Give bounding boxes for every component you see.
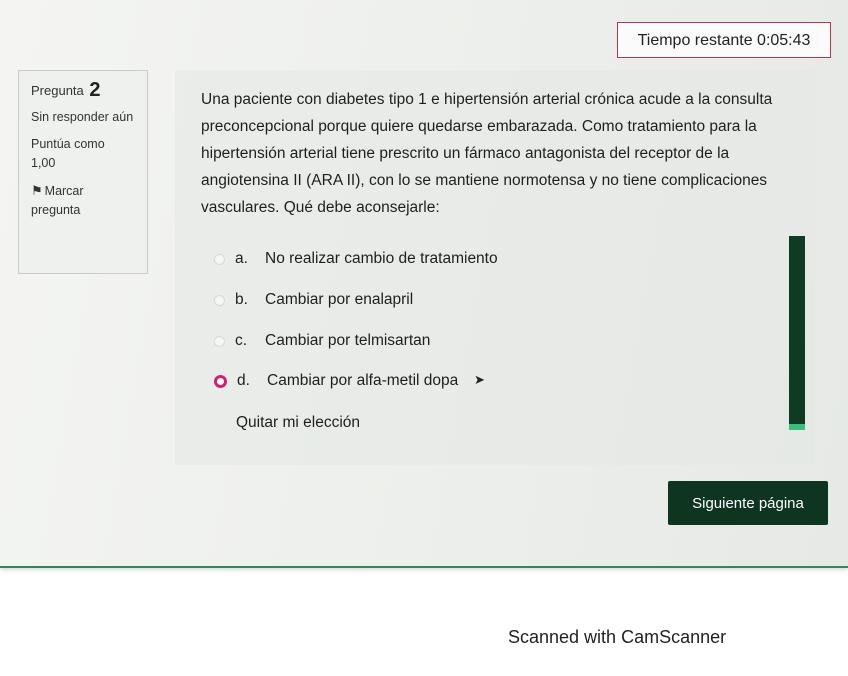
flag-question-link[interactable] — [31, 181, 135, 220]
answer-option-b[interactable] — [214, 287, 413, 313]
question-score — [31, 135, 135, 173]
flag-label: Marcar pregunta — [31, 184, 84, 217]
scrollbar-tip — [789, 424, 805, 430]
radio-button[interactable] — [214, 254, 225, 265]
next-page-button[interactable]: Siguiente página — [668, 481, 828, 525]
clear-choice-link[interactable]: Quitar mi elección — [236, 414, 361, 431]
answer-letter: a. — [235, 250, 248, 267]
question-status: Sin responder aún — [31, 110, 134, 124]
score-label: Puntúa como — [31, 137, 105, 151]
answer-text: No realizar cambio de tratamiento — [265, 250, 498, 267]
score-value: 1,00 — [31, 156, 56, 170]
answer-option-a[interactable] — [214, 246, 498, 272]
time-remaining: Tiempo restante 0:05:43 — [617, 22, 831, 58]
answer-text: Cambiar por alfa-metil dopa — [267, 372, 459, 389]
answer-letter: c. — [235, 332, 248, 349]
answer-option-d[interactable] — [214, 368, 458, 394]
answer-letter: d. — [237, 372, 250, 389]
question-label: Pregunta — [31, 83, 84, 98]
answer-text: Cambiar por enalapril — [265, 291, 414, 308]
scrollbar[interactable] — [789, 236, 805, 430]
radio-button-selected[interactable] — [214, 375, 227, 388]
question-number: 2 — [89, 79, 101, 101]
radio-button[interactable] — [214, 295, 225, 306]
radio-button[interactable] — [214, 336, 225, 347]
answer-letter: b. — [235, 291, 248, 308]
mouse-cursor-icon: ➤ — [474, 372, 485, 387]
answer-text: Cambiar por telmisartan — [265, 332, 431, 349]
question-info-panel — [18, 70, 148, 274]
scanner-watermark: Scanned with CamScanner — [508, 627, 727, 647]
answer-option-c[interactable] — [214, 328, 430, 354]
flag-icon: ⚑ — [31, 183, 43, 198]
question-number-label — [31, 81, 135, 100]
question-text: Una paciente con diabetes tipo 1 e hipertensión arterial crónica acude a la consulta preconcepcional porque quiere quedarse embarazada. Como tratamiento para la hipertensión arterial tiene prescrito un fármaco antagonista del receptor de la angiotensina II (ARA II), con lo se mantiene normotensa y no tiene complicaciones vasculares. Qué debe aconsejarle: — [201, 91, 773, 216]
